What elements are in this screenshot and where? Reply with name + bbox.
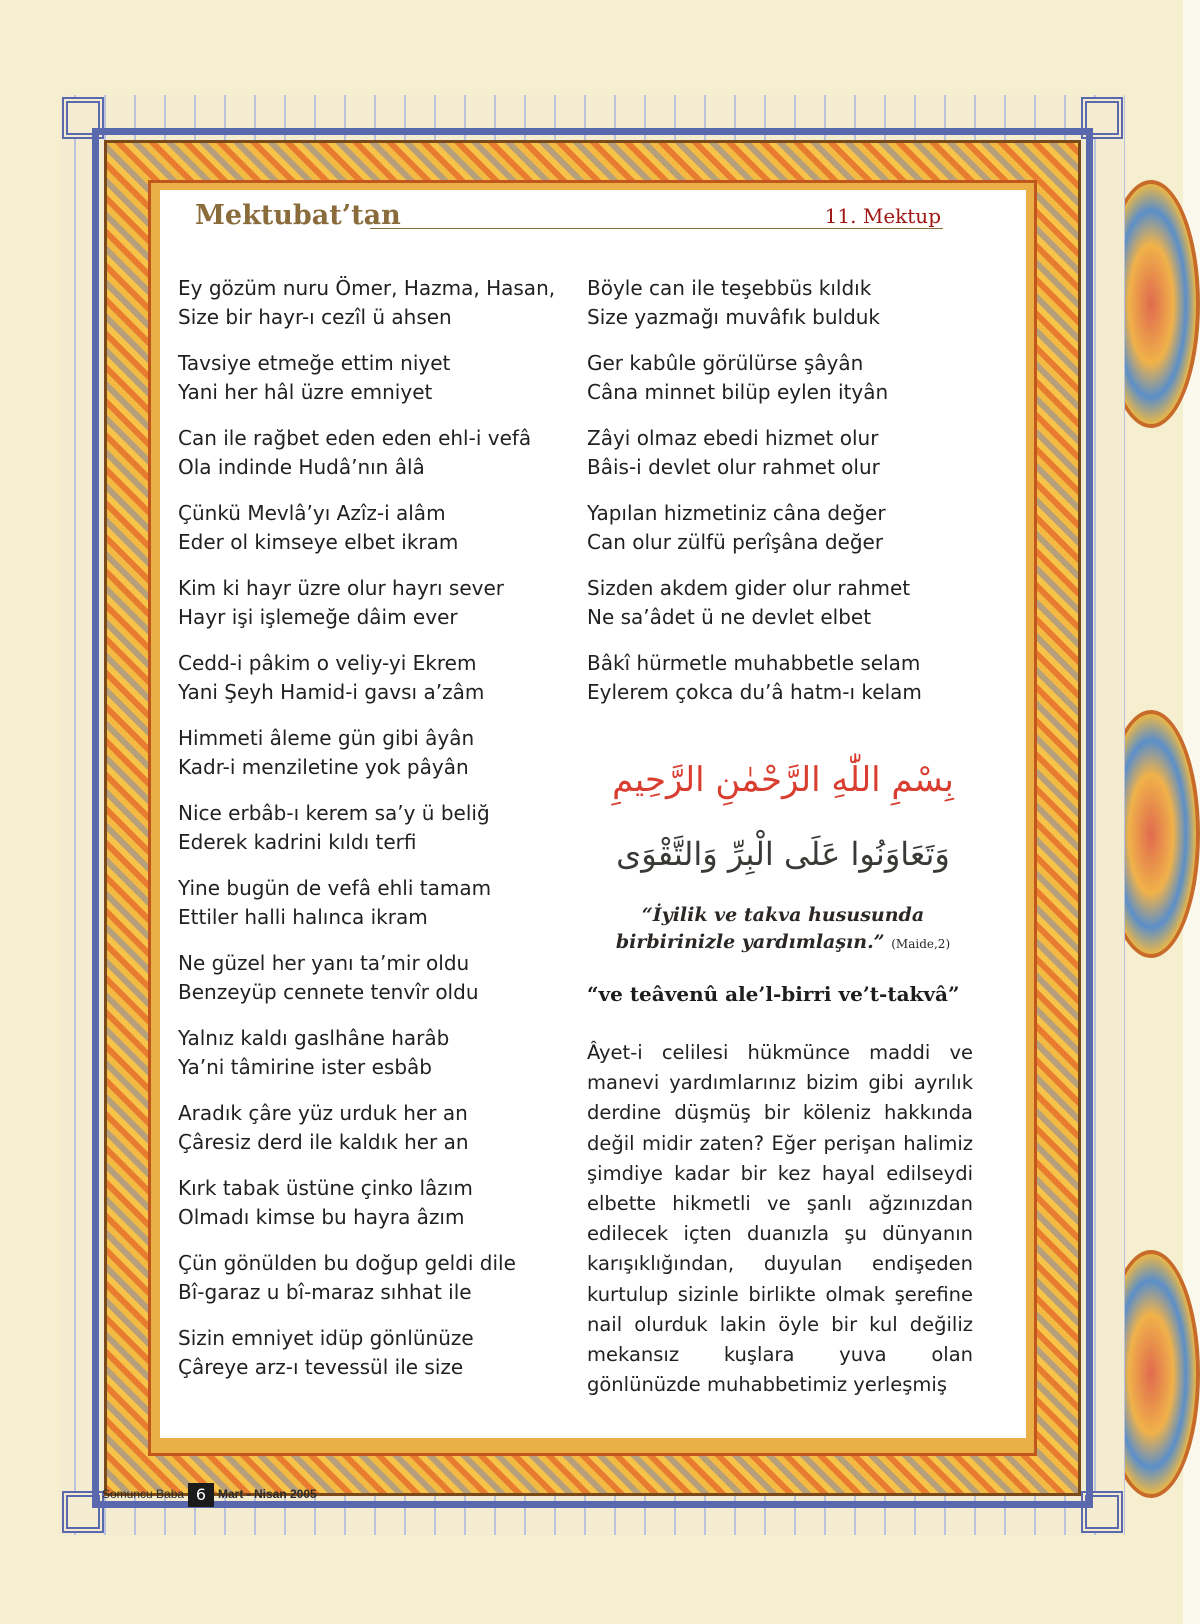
poem-line: Hayr işi işlemeğe dâim ever <box>178 605 458 629</box>
poem-stanza <box>587 274 979 332</box>
poem-line: Bâis-i devlet olur rahmet olur <box>587 455 880 479</box>
content-panel <box>160 190 1026 1438</box>
prose-paragraph: Âyet-i celilesi hükmünce maddi ve manevi yardımlarınız bizim gibi ayrılık derdine düşmüş bir köleniz hakkında değil midir zaten? Eğer perişan halimiz şimdiye kadar bir kez hayal edilseydi elbette hikmetli ve şanlı ağzınızdan edilecek içten duanızla şu dünyanın karışıklığından, duyulan endişeden kurtulup sizinle birlikte olmak şerefine nail olurduk lakin öyle bir kul değiliz mekansız kuşlara yuva olan gönlünüzde muhabbetimiz yerleşmiş <box>587 1041 973 1397</box>
poem-line: Câna minnet bilüp eylen ityân <box>587 380 889 404</box>
poem-line: Kim ki hayr üzre olur hayrı sever <box>178 576 505 600</box>
poem-line: Ne güzel her yanı ta’mir oldu <box>178 951 470 975</box>
poem-line: Can olur zülfü perîşâna değer <box>587 530 884 554</box>
title-rule <box>370 228 943 229</box>
poem-stanza <box>587 424 979 482</box>
poem-stanza <box>587 574 979 632</box>
poem-line: Yani her hâl üzre emniyet <box>178 380 433 404</box>
poem-stanza <box>587 649 979 707</box>
verse-translation <box>587 902 979 958</box>
poem-line: Yine bugün de vefâ ehli tamam <box>178 876 492 900</box>
poem-line: Eylerem çokca du’â hatm-ı kelam <box>587 680 922 704</box>
poem-line: Can ile rağbet eden eden ehl-i vefâ <box>178 426 532 450</box>
poem-stanza <box>178 499 568 557</box>
poem-line: Zâyi olmaz ebedi hizmet olur <box>587 426 879 450</box>
poem-line: Yani Şeyh Hamid-i gavsı a’zâm <box>178 680 485 704</box>
arabic-verse: وَتَعَاوَنُوا عَلَى الْبِرِّ وَالتَّقْوَى <box>616 835 950 873</box>
poem-line: Bâkî hürmetle muhabbetle selam <box>587 651 921 675</box>
basmala-text: بِسْمِ اللّٰهِ الرَّحْمٰنِ الرَّحِيمِ <box>612 760 954 800</box>
poem-line: Aradık çâre yüz urduk her an <box>178 1101 468 1125</box>
poem-stanza <box>178 1024 568 1082</box>
poem-stanza <box>178 1249 568 1307</box>
poem-stanza <box>178 1174 568 1232</box>
poem-line: Tavsiye etmeğe ettim niyet <box>178 351 451 375</box>
poem-line: Kadr-i menziletine yok pâyân <box>178 755 469 779</box>
poem-line: Çün gönülden bu doğup geldi dile <box>178 1251 516 1275</box>
verse-transliteration: “ve teâvenû ale’l-birri ve’t-takvâ” <box>587 982 960 1006</box>
issue-date: Mart - Nisan 2005 <box>218 1487 317 1501</box>
poem-line: Benzeyüp cennete tenvîr oldu <box>178 980 479 1004</box>
poem-stanza <box>587 499 979 557</box>
poem-line: Çâresiz derd ile kaldık her an <box>178 1130 469 1154</box>
poem-stanza <box>178 424 568 482</box>
poem-line: Böyle can ile teşebbüs kıldık <box>587 276 872 300</box>
poem-stanza <box>178 574 568 632</box>
page-number: 6 <box>188 1483 214 1507</box>
poem-stanza <box>587 349 979 407</box>
poem-line: Eder ol kimseye elbet ikram <box>178 530 459 554</box>
poem-line: Size bir hayr-ı cezîl ü ahsen <box>178 305 452 329</box>
magazine-name: Somuncu Baba <box>102 1487 185 1501</box>
poem-line: Bî-garaz u bî-maraz sıhhat ile <box>178 1280 472 1304</box>
poem-line: Çünkü Mevlâ’yı Azîz-i alâm <box>178 501 446 525</box>
poem-line: Ederek kadrini kıldı terfi <box>178 830 417 854</box>
poem-stanza <box>178 274 568 332</box>
poem-line: Sizden akdem gider olur rahmet <box>587 576 911 600</box>
poem-column-right <box>587 274 979 724</box>
poem-line: Yalnız kaldı gaslhâne harâb <box>178 1026 450 1050</box>
quote-reference: (Maide,2) <box>891 937 951 951</box>
poem-line: Çâreye arz-ı tevessül ile size <box>178 1355 464 1379</box>
poem-line: Kırk tabak üstüne çinko lâzım <box>178 1176 473 1200</box>
poem-line: Ne sa’âdet ü ne devlet elbet <box>587 605 872 629</box>
poem-stanza <box>178 649 568 707</box>
quote-text: “İyilik ve takva hususunda birbirinizle yardımlaşın.” <box>615 904 925 953</box>
poem-line: Cedd-i pâkim o veliy-yi Ekrem <box>178 651 477 675</box>
poem-line: Ola indinde Hudâ’nın âlâ <box>178 455 425 479</box>
poem-line: Ger kabûle görülürse şâyân <box>587 351 864 375</box>
poem-column-left <box>178 274 568 1399</box>
poem-stanza <box>178 349 568 407</box>
poem-stanza <box>178 1099 568 1157</box>
poem-line: Nice erbâb-ı kerem sa’y ü beliğ <box>178 801 490 825</box>
poem-stanza <box>178 949 568 1007</box>
poem-stanza <box>178 799 568 857</box>
poem-line: Ey gözüm nuru Ömer, Hazma, Hasan, <box>178 276 556 300</box>
poem-line: Olmadı kimse bu hayra âzım <box>178 1205 465 1229</box>
poem-line: Ya’ni tâmirine ister esbâb <box>178 1055 432 1079</box>
page-title: Mektubat’tan <box>195 200 401 231</box>
poem-stanza <box>178 724 568 782</box>
poem-stanza <box>178 1324 568 1382</box>
poem-line: Ettiler halli halınca ikram <box>178 905 428 929</box>
letter-number: 11. Mektup <box>824 204 941 228</box>
poem-stanza <box>178 874 568 932</box>
poem-line: Himmeti âleme gün gibi âyân <box>178 726 475 750</box>
poem-line: Size yazmağı muvâfık bulduk <box>587 305 881 329</box>
poem-line: Sizin emniyet idüp gönlünüze <box>178 1326 474 1350</box>
poem-line: Yapılan hizmetiniz câna değer <box>587 501 886 525</box>
arabic-calligraphy <box>587 750 979 890</box>
